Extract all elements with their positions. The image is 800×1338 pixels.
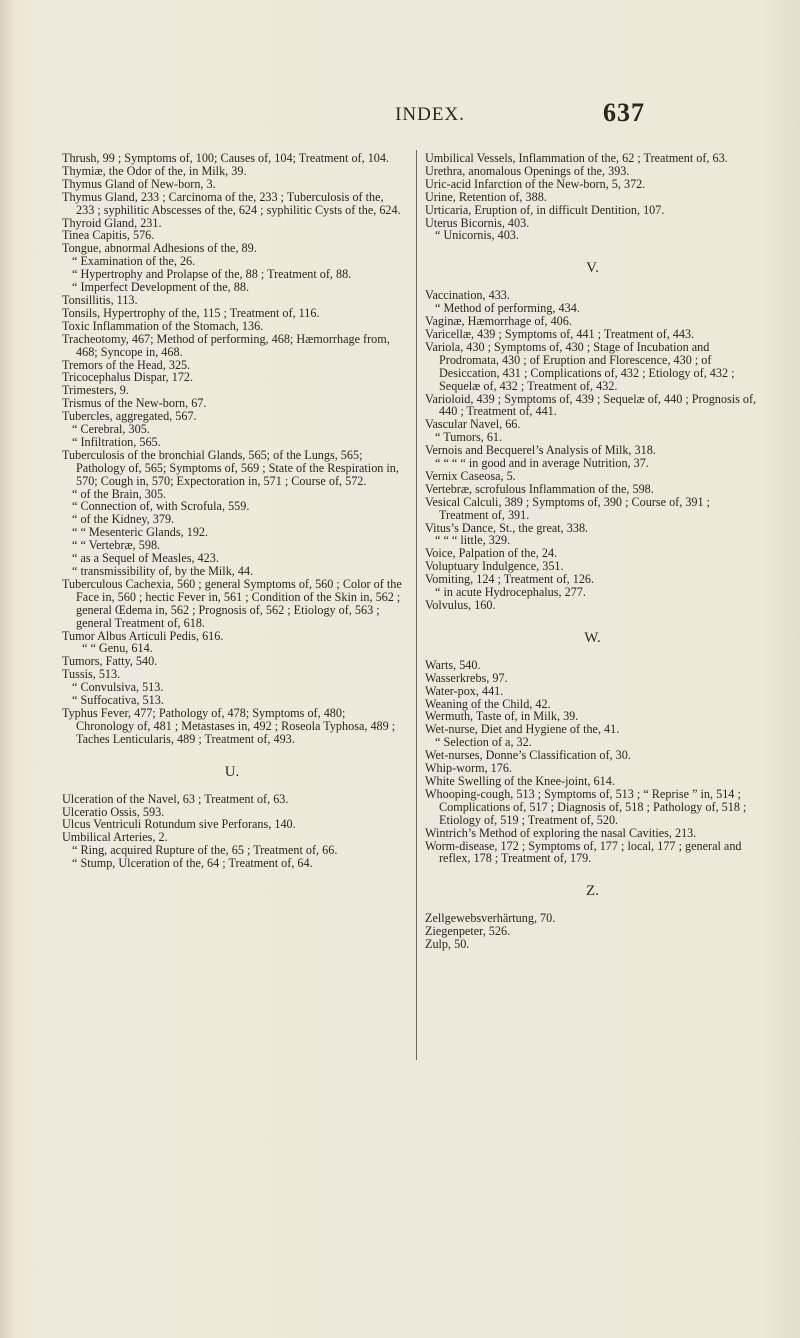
index-subentry: “ Method of performing, 434. <box>435 301 580 316</box>
index-entry: Vitus’s Dance, St., the great, 338. <box>425 520 589 535</box>
index-entry: Vertebræ, scrofulous Inflammation of the, 598. <box>425 481 654 496</box>
section-letter: W. <box>584 629 601 646</box>
index-entry: Zulp, 50. <box>425 937 470 952</box>
index-entry: Tubercles, aggregated, 567. <box>62 409 197 424</box>
index-subentry: “ “ Vertebræ, 598. <box>72 538 161 553</box>
index-subentry: “ Tumors, 61. <box>435 430 503 445</box>
index-subentry: “ “ “ “ in good and in average Nutrition, 37. <box>435 456 649 471</box>
index-entry: Zellgewebsverhärtung, 70. <box>425 911 556 926</box>
index-entry: Tumors, Fatty, 540. <box>62 654 158 669</box>
index-entry: Wasserkrebs, 97. <box>425 670 508 685</box>
index-subentry: “ Hypertrophy and Prolapse of the, 88 ; Treatment of, 88. <box>72 267 352 282</box>
page-number: 637 <box>603 98 645 127</box>
index-entry: Wermuth, Taste of, in Milk, 39. <box>425 709 579 724</box>
index-entry: Uterus Bicornis, 403. <box>425 215 530 230</box>
index-entry: Tracheotomy, 467; Method of performing, 468; Hæmorrhage from, 468; Syncope in, 468. <box>62 331 390 359</box>
index-entry: Wet-nurse, Diet and Hygiene of the, 41. <box>425 722 620 737</box>
index-subentry: “ as a Sequel of Measles, 423. <box>72 551 219 566</box>
index-entry: Vascular Navel, 66. <box>425 417 521 432</box>
index-subentry: “ Convulsiva, 513. <box>72 680 164 695</box>
index-entry: Tumor Albus Articuli Pedis, 616. <box>62 628 224 643</box>
index-entry: Varioloid, 439 ; Symptoms of, 439 ; Sequelæ of, 440 ; Prognosis of, 440 ; Treatment of, 441. <box>425 391 757 419</box>
index-entry: Vesical Calculi, 389 ; Symptoms of, 390 ; Course of, 391 ; Treatment of, 391. <box>425 494 711 522</box>
index-subentry: “ in acute Hydrocephalus, 277. <box>435 585 586 600</box>
index-entry: Voice, Palpation of the, 24. <box>425 546 558 561</box>
index-entry: Tricocephalus Dispar, 172. <box>62 370 194 385</box>
index-entry: Vernix Caseosa, 5. <box>425 468 516 483</box>
index-entry: Vernois and Becquerel’s Analysis of Milk, 318. <box>425 443 656 458</box>
index-entry: Ulceration of the Navel, 63 ; Treatment of, 63. <box>62 791 289 806</box>
index-entry: Urine, Retention of, 388. <box>425 189 547 204</box>
left-column <box>62 152 402 870</box>
index-entry: Vomiting, 124 ; Treatment of, 126. <box>425 572 595 587</box>
index-entry: Thrush, 99 ; Symptoms of, 100; Causes of, 104; Treatment of, 104. <box>62 151 390 165</box>
index-subentry: “ “ Genu, 614. <box>82 641 153 656</box>
index-entry: Wintrich’s Method of exploring the nasal Cavities, 213. <box>425 825 697 840</box>
index-entry: Tonsils, Hypertrophy of the, 115 ; Treatment of, 116. <box>62 305 320 320</box>
index-entry: Trismus of the New-born, 67. <box>62 396 207 411</box>
index-entry: Tongue, abnormal Adhesions of the, 89. <box>62 241 257 256</box>
index-subentry: “ of the Kidney, 379. <box>72 512 175 527</box>
index-entry: Tussis, 513. <box>62 667 121 682</box>
index-subentry: “ Examination of the, 26. <box>72 254 196 269</box>
index-entry: Weaning of the Child, 42. <box>425 696 551 711</box>
index-entry: Worm-disease, 172 ; Symptoms of, 177 ; local, 177 ; general and reflex, 178 ; Treatment of, 179. <box>425 838 742 866</box>
index-entry: Warts, 540. <box>425 657 481 672</box>
index-entry: Typhus Fever, 477; Pathology of, 478; Symptoms of, 480; Chronology of, 481 ; Metastases in, 492 ; Roseola Typhosa, 489 ; Taches Lenticularis, 489 ; Treatment of, 493. <box>62 705 396 746</box>
index-subentry: “ Ring, acquired Rupture of the, 65 ; Treatment of, 66. <box>72 843 338 858</box>
index-entry: Ulceratio Ossis, 593. <box>62 804 165 819</box>
index-subentry: “ transmissibility of, by the Milk, 44. <box>72 564 254 578</box>
index-subentry: “ Unicornis, 403. <box>435 228 519 243</box>
index-entry: Vaccination, 433. <box>425 288 510 303</box>
index-subentry: “ “ “ little, 329. <box>435 533 511 548</box>
index-subentry: “ Connection of, with Scrofula, 559. <box>72 499 250 514</box>
index-entry: Volvulus, 160. <box>425 598 496 612</box>
index-entry: Whooping-cough, 513 ; Symptoms of, 513 ; “ Reprise ” in, 514 ; Complications of, 517 ; Diagnosis of, 518 ; Pathology of, 518 ; Etiology of, 519 ; Treatment of, 520. <box>425 786 747 827</box>
index-entry: Thymus Gland, 233 ; Carcinoma of the, 233 ; Tuberculosis of the, 233 ; syphilitic Abscesses of the, 624 ; syphilitic Cysts of the, 624. <box>62 189 401 217</box>
index-entry: Thymus Gland of New-born, 3. <box>62 176 216 191</box>
index-entry: Tinea Capitis, 576. <box>62 228 155 243</box>
section-letter: Z. <box>586 883 599 900</box>
index-subentry: “ Selection of a, 32. <box>435 735 532 750</box>
index-entry: Trimesters, 9. <box>62 383 129 398</box>
right-column <box>425 152 760 951</box>
index-subentry: “ Cerebral, 305. <box>72 422 150 437</box>
index-entry: Ulcus Ventriculi Rotundum sive Perforans, 140. <box>62 817 296 832</box>
index-entry: Ziegenpeter, 526. <box>425 924 511 939</box>
index-entry: Tuberculous Cachexia, 560 ; general Symptoms of, 560 ; Color of the Face in, 560 ; hectic Fever in, 561 ; Condition of the Skin in, 562 ; general Œdema in, 562 ; Prognosis of, 562 ; Etiology of, 563 ; general Treatment of, 618. <box>62 576 402 630</box>
index-entry: Umbilical Arteries, 2. <box>62 830 168 845</box>
index-subentry: “ Stump, Ulceration of the, 64 ; Treatment of, 64. <box>72 856 313 871</box>
index-entry: Vaginæ, Hæmorrhage of, 406. <box>425 314 572 329</box>
index-entry: Voluptuary Indulgence, 351. <box>425 559 564 574</box>
index-entry: Tonsillitis, 113. <box>62 292 138 307</box>
index-entry: Wet-nurses, Donne’s Classification of, 30. <box>425 748 631 763</box>
index-entry: Urticaria, Eruption of, in difficult Dentition, 107. <box>425 202 665 217</box>
index-entry: Water-pox, 441. <box>425 683 504 698</box>
index-entry: Tremors of the Head, 325. <box>62 357 191 372</box>
index-entry: Whip-worm, 176. <box>425 761 512 776</box>
index-subentry: “ Infiltration, 565. <box>72 434 161 449</box>
index-entry: Urethra, anomalous Openings of the, 393. <box>425 163 630 178</box>
index-entry: Varicellæ, 439 ; Symptoms of, 441 ; Treatment of, 443. <box>425 326 695 341</box>
index-entry: Uric-acid Infarction of the New-born, 5, 372. <box>425 176 646 191</box>
index-subentry: “ of the Brain, 305. <box>72 486 167 501</box>
index-entry: Umbilical Vessels, Inflammation of the, 62 ; Treatment of, 63. <box>425 151 728 165</box>
section-letter: V. <box>586 260 599 277</box>
index-entry: Thyroid Gland, 231. <box>62 215 162 230</box>
running-title: INDEX. <box>395 104 465 125</box>
index-subentry: “ “ Mesenteric Glands, 192. <box>72 525 209 540</box>
index-subentry: “ Suffocativa, 513. <box>72 693 164 708</box>
index-entry: Tuberculosis of the bronchial Glands, 565; of the Lungs, 565; Pathology of, 565; Symptoms of, 569 ; State of the Respiration in, 570; Cough in, 570; Expectoration in, 571 ; Course of, 572. <box>62 447 399 488</box>
index-subentry: “ Imperfect Development of the, 88. <box>72 280 249 295</box>
running-head <box>0 96 800 126</box>
index-entry: Variola, 430 ; Symptoms of, 430 ; Stage of Incubation and Prodromata, 430 ; of Eruption and Florescence, 430 ; of Desiccation, 431 ; Complications of, 432 ; Etiology of, 432 ; Sequelæ of, 432 ; Treatment of, 432. <box>425 339 735 393</box>
index-entry: Thymiæ, the Odor of the, in Milk, 39. <box>62 163 247 178</box>
index-entry: White Swelling of the Knee-joint, 614. <box>425 773 615 788</box>
index-entry: Toxic Inflammation of the Stomach, 136. <box>62 318 264 333</box>
section-letter: U. <box>224 763 240 780</box>
column-divider <box>416 150 417 1060</box>
